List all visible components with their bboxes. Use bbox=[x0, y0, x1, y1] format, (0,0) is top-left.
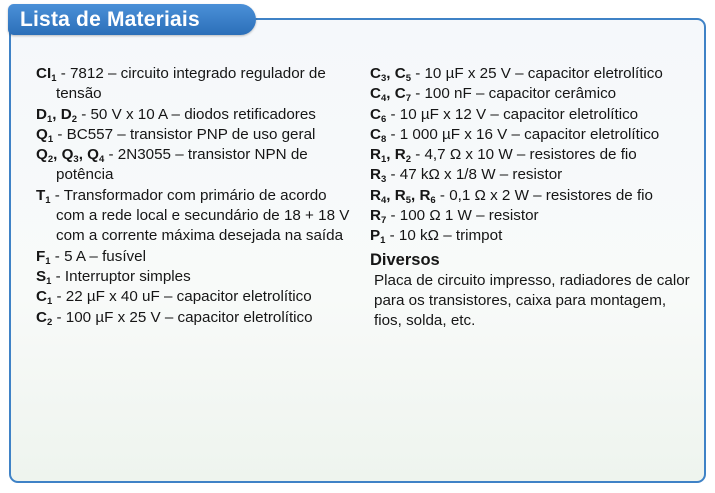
ref-index: 3 bbox=[380, 73, 387, 84]
diversos-body: Placa de circuito impresso, radiadores de calor para os transistores, caixa para montagem, fios, solda, etc. bbox=[374, 271, 690, 330]
component-ref: $D_1$, $D_2$ bbox=[36, 105, 77, 125]
ref-index: 1 bbox=[380, 235, 386, 247]
component-desc: - 100 µF x 25 V – capacitor eletrolítico bbox=[52, 308, 313, 326]
ref-letter: R bbox=[394, 186, 406, 204]
component-entry bbox=[36, 308, 354, 328]
component-desc: - 10 kΩ – trimpot bbox=[385, 227, 503, 245]
ref-letter: S bbox=[36, 267, 47, 285]
component-entry bbox=[36, 145, 354, 186]
component-entry bbox=[370, 145, 692, 165]
component-desc: - 2N3055 – transistor NPN de potência bbox=[56, 146, 308, 184]
component-ref bbox=[370, 126, 386, 143]
ref-letter: C bbox=[370, 125, 381, 143]
diversos-title: Diversos bbox=[370, 250, 440, 269]
ref-letter: R bbox=[370, 186, 381, 204]
ref-letter: C bbox=[370, 105, 381, 123]
component-entry bbox=[370, 226, 692, 246]
component-ref bbox=[36, 309, 52, 326]
component-ref bbox=[36, 126, 53, 143]
component-ref bbox=[36, 248, 51, 265]
ref-index: 3 bbox=[380, 174, 387, 186]
component-ref: $C_4$, $C_7$ bbox=[370, 85, 411, 105]
ref-letter: C bbox=[36, 288, 47, 306]
component-ref bbox=[370, 166, 387, 186]
component-entry bbox=[36, 287, 354, 307]
component-entry bbox=[36, 247, 354, 267]
component-desc: - 22 µF x 40 uF – capacitor eletrolítico bbox=[52, 288, 312, 306]
ref-index: 8 bbox=[380, 133, 387, 145]
ref-index: 5 bbox=[405, 73, 411, 84]
component-desc: - 0,1 Ω x 2 W – resistores de fio bbox=[435, 186, 654, 204]
component-desc: - Transformador com primário de acordo com a rede local e secundário de 18 + 18 V com a corrente máxima desejada na saída bbox=[50, 186, 350, 245]
ref-letter: Q bbox=[87, 146, 99, 164]
ref-index: 1 bbox=[47, 133, 54, 145]
ref-letter: R bbox=[370, 146, 381, 164]
component-ref bbox=[370, 207, 387, 227]
component-entry bbox=[370, 84, 692, 104]
right-items bbox=[370, 64, 692, 247]
component-ref bbox=[36, 288, 53, 308]
ref-index: 1 bbox=[380, 154, 387, 166]
ref-letter: F bbox=[36, 247, 46, 265]
component-ref: $R_4$, $R_5$, $R_6$ bbox=[370, 186, 436, 206]
ref-letter: C bbox=[370, 65, 381, 82]
ref-letter: Q bbox=[36, 125, 48, 143]
ref-index: 6 bbox=[430, 194, 436, 206]
component-entry bbox=[370, 186, 692, 206]
ref-index: 4 bbox=[98, 154, 105, 166]
component-ref bbox=[36, 268, 51, 285]
component-entry bbox=[370, 206, 692, 226]
ref-index: 3 bbox=[73, 154, 79, 166]
ref-letter: Q bbox=[36, 146, 48, 164]
ref-letter: Q bbox=[61, 146, 74, 164]
ref-letter: R bbox=[370, 207, 381, 225]
ref-letter: D bbox=[36, 105, 47, 123]
component-desc: - 5 A – fusível bbox=[50, 247, 146, 265]
ref-letter: C bbox=[370, 85, 381, 103]
component-entry bbox=[36, 186, 354, 247]
component-ref bbox=[36, 65, 56, 82]
ref-index: 2 bbox=[71, 113, 77, 125]
component-entry bbox=[370, 125, 692, 145]
component-desc: - 50 V x 10 A – diodos retificadores bbox=[76, 105, 316, 123]
ref-index: 1 bbox=[46, 296, 53, 308]
ref-index: 2 bbox=[405, 154, 411, 166]
ref-letter: CI bbox=[36, 65, 52, 82]
component-entry bbox=[36, 267, 354, 287]
ref-letter: D bbox=[60, 105, 72, 123]
component-ref bbox=[36, 187, 51, 204]
component-ref: $Q_2$, $Q_3$, $Q_4$ bbox=[36, 146, 105, 166]
ref-index: 4 bbox=[380, 194, 387, 206]
ref-index: 1 bbox=[46, 275, 52, 287]
component-desc: - 100 nF – capacitor cerâmico bbox=[410, 85, 617, 103]
component-desc: - 7812 – circuito integrado regulador de tensão bbox=[56, 65, 326, 103]
component-entry bbox=[36, 64, 354, 105]
component-desc: - 10 µF x 12 V – capacitor eletrolítico bbox=[386, 105, 639, 123]
component-ref: $R_1$, $R_2$ bbox=[370, 146, 411, 166]
ref-letter: R bbox=[394, 146, 406, 164]
ref-index: 6 bbox=[380, 113, 387, 125]
ref-index: 1 bbox=[51, 73, 57, 84]
component-desc: - BC557 – transistor PNP de uso geral bbox=[53, 125, 316, 143]
left-column bbox=[36, 64, 354, 328]
box-title: Lista de Materiais bbox=[8, 4, 256, 35]
ref-letter: C bbox=[36, 308, 47, 326]
component-ref: $C_3$, $C_5$ bbox=[370, 65, 411, 84]
ref-letter: C bbox=[394, 65, 406, 82]
ref-letter: C bbox=[394, 85, 406, 103]
component-entry bbox=[370, 105, 692, 125]
ref-letter: P bbox=[370, 227, 381, 245]
component-desc: - 47 kΩ x 1/8 W – resistor bbox=[386, 166, 563, 184]
component-entry bbox=[36, 105, 354, 125]
component-entry bbox=[370, 165, 692, 185]
component-entry bbox=[370, 64, 692, 84]
component-desc: - 4,7 Ω x 10 W – resistores de fio bbox=[410, 146, 637, 164]
ref-index: 4 bbox=[380, 93, 387, 105]
component-desc: - 100 Ω 1 W – resistor bbox=[386, 207, 539, 225]
component-entry bbox=[36, 125, 354, 145]
component-desc: - 1 000 µF x 16 V – capacitor eletrolítico bbox=[386, 125, 660, 143]
ref-letter: R bbox=[419, 186, 431, 204]
ref-index: 7 bbox=[380, 215, 387, 227]
ref-index: 1 bbox=[46, 113, 53, 125]
component-ref bbox=[370, 227, 386, 247]
ref-letter: R bbox=[370, 166, 381, 184]
ref-index: 7 bbox=[405, 93, 411, 105]
ref-letter: T bbox=[36, 186, 46, 204]
right-column bbox=[370, 64, 692, 332]
component-ref bbox=[370, 106, 386, 123]
ref-index: 1 bbox=[45, 255, 51, 267]
component-desc: - Interruptor simples bbox=[51, 267, 191, 285]
ref-index: 2 bbox=[47, 154, 54, 166]
ref-index: 5 bbox=[405, 194, 411, 206]
component-desc: - 10 µF x 25 V – capacitor eletrolítico bbox=[410, 65, 663, 82]
ref-index: 1 bbox=[45, 194, 51, 206]
ref-index: 2 bbox=[46, 316, 53, 328]
